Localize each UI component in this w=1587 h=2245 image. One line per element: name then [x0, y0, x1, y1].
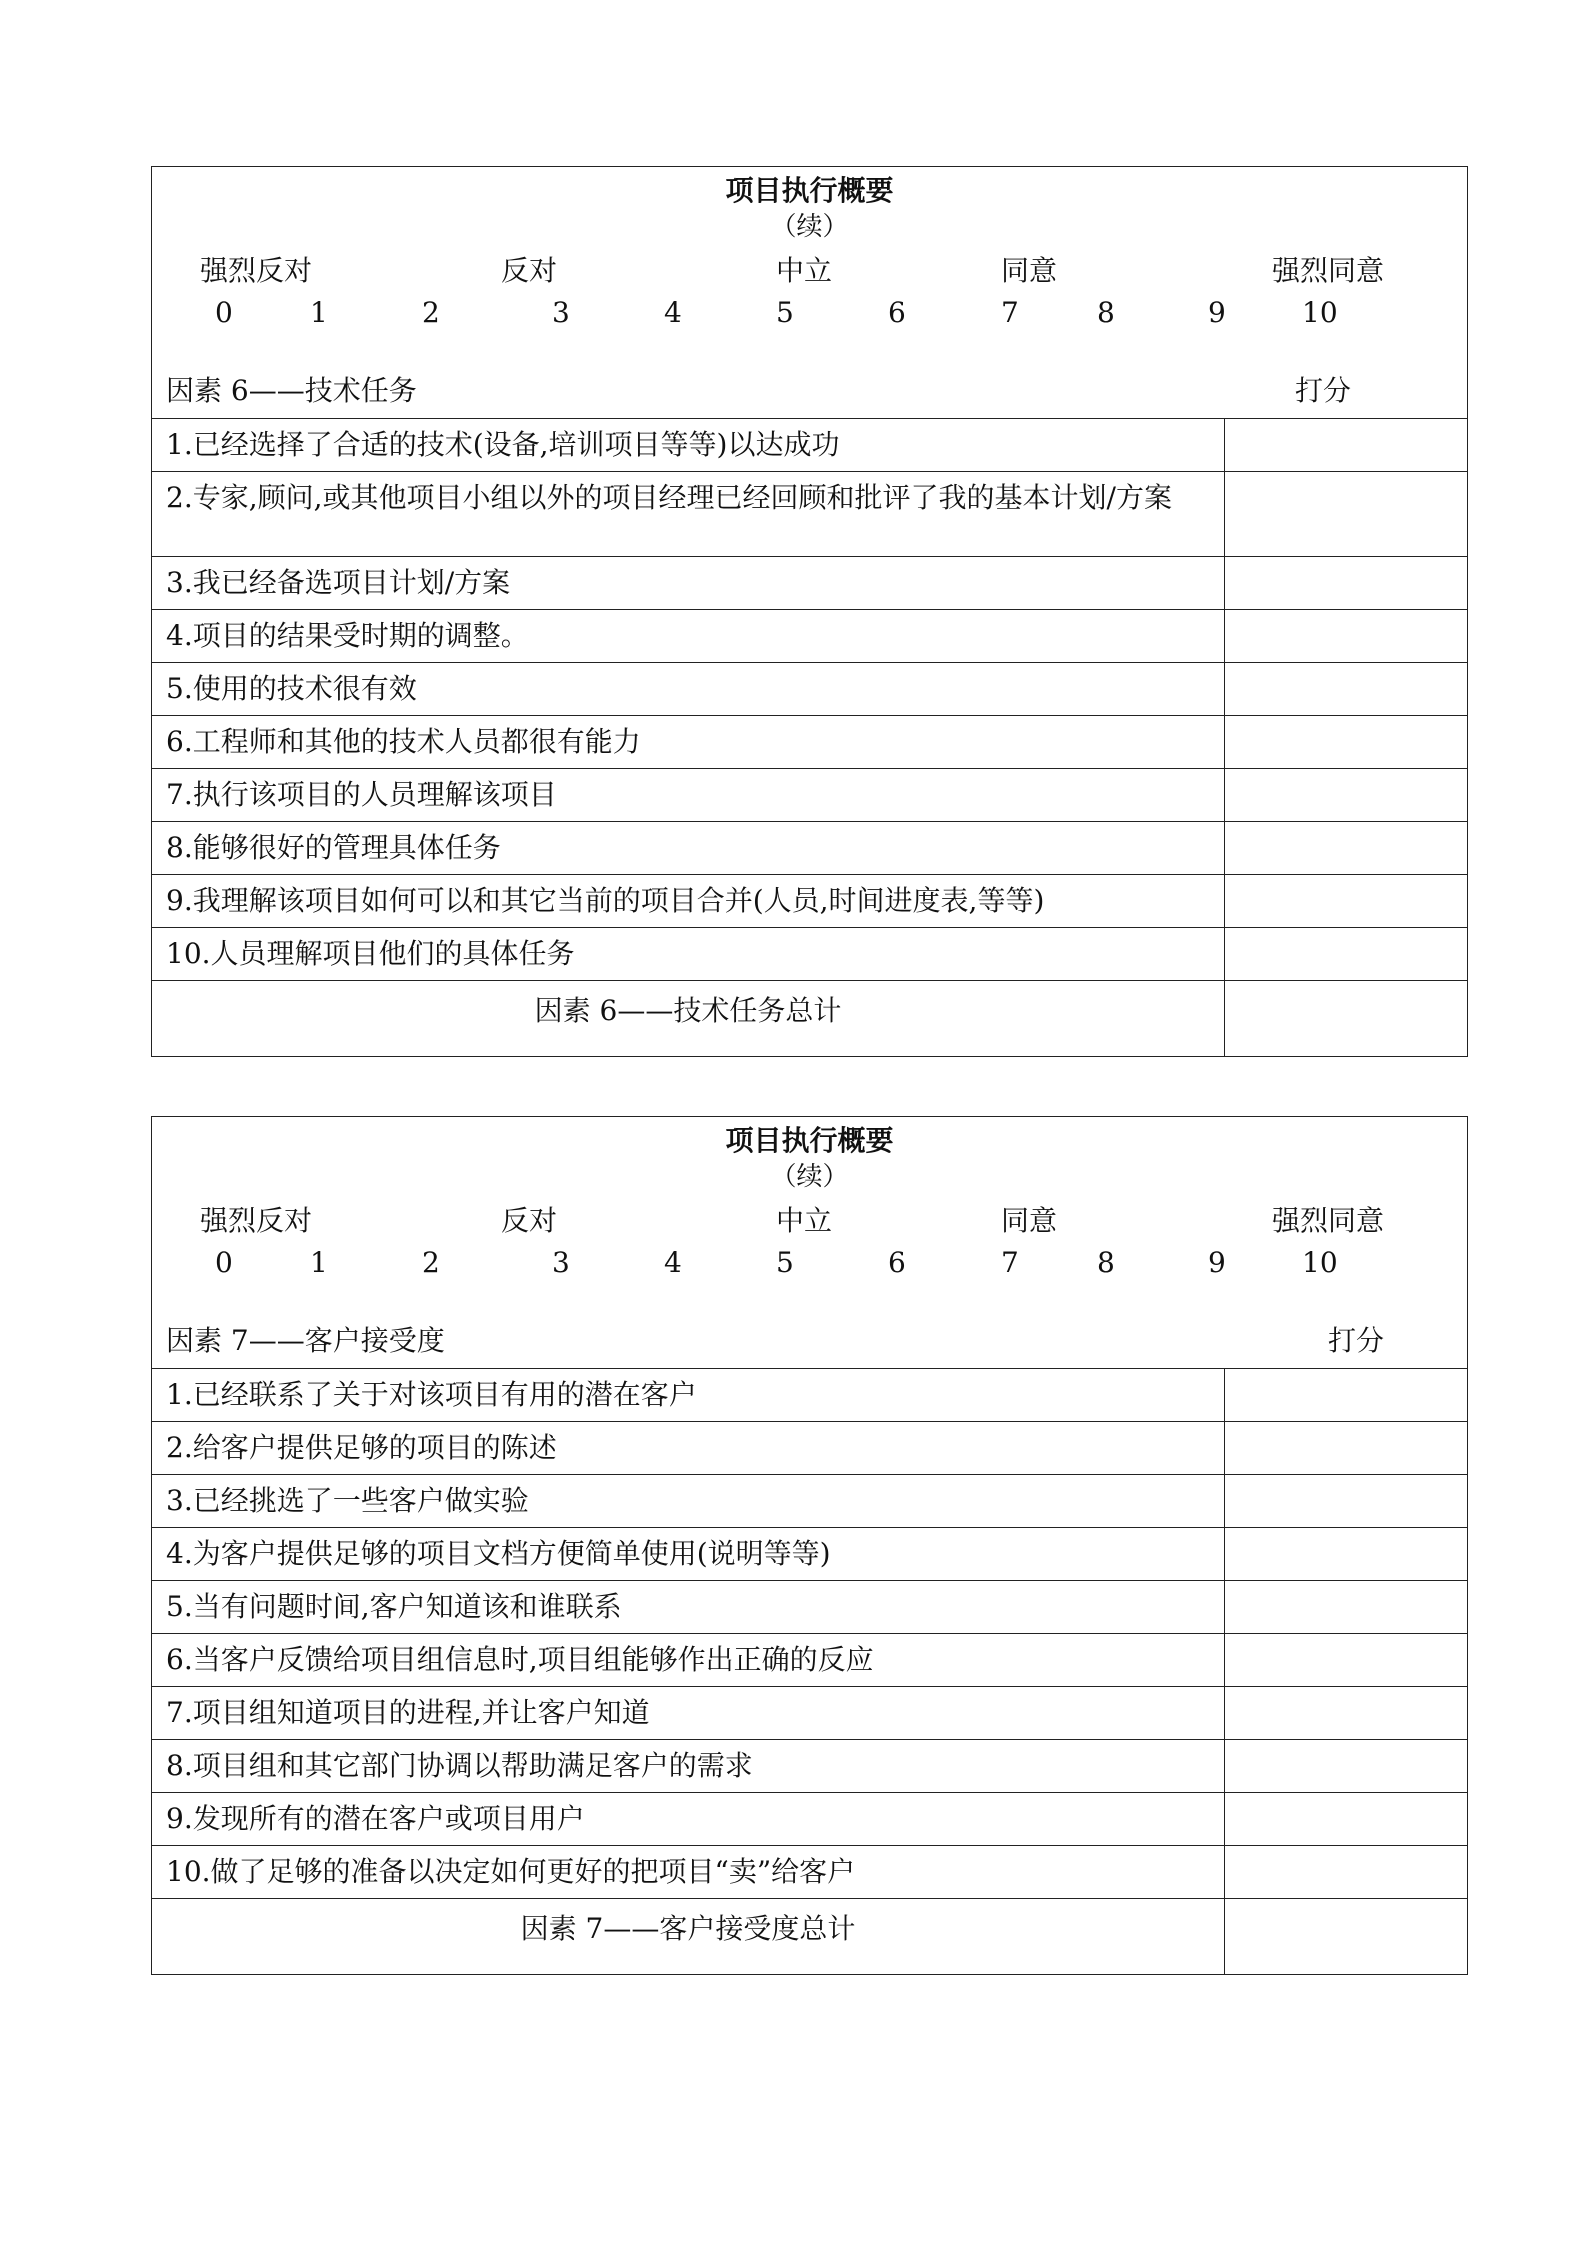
table-row [152, 1846, 1467, 1899]
table-row [152, 1793, 1467, 1846]
score-cell[interactable] [1225, 472, 1467, 556]
score-cell[interactable] [1225, 1475, 1467, 1527]
question-text: 9.我理解该项目如何可以和其它当前的项目合并(人员,时间进度表,等等) [152, 875, 1225, 927]
continued-label: （续） [770, 212, 849, 242]
question-text: 1.已经选择了合适的技术(设备,培训项目等等)以达成功 [152, 419, 1225, 471]
scale-label-strongly-disagree: 强烈反对 [200, 1204, 313, 1237]
table-row [152, 1634, 1467, 1687]
scale-number: 6 [888, 296, 906, 329]
score-cell[interactable] [1225, 419, 1467, 471]
score-cell[interactable] [1225, 928, 1467, 980]
scale-number: 2 [422, 296, 440, 329]
score-cell[interactable] [1225, 822, 1467, 874]
question-text: 5.当有问题时间,客户知道该和谁联系 [152, 1581, 1225, 1633]
scale-number: 10 [1302, 296, 1338, 329]
question-text: 1.已经联系了关于对该项目有用的潜在客户 [152, 1369, 1225, 1421]
question-text: 6.当客户反馈给项目组信息时,项目组能够作出正确的反应 [152, 1634, 1225, 1686]
table-row [152, 822, 1467, 875]
question-text: 7.执行该项目的人员理解该项目 [152, 769, 1225, 821]
scale-label-strongly-agree: 强烈同意 [1272, 254, 1385, 287]
scale-number: 7 [1001, 296, 1019, 329]
score-column-header: 打分 [1328, 1324, 1385, 1357]
form-header [152, 167, 1467, 419]
question-text: 3.已经挑选了一些客户做实验 [152, 1475, 1225, 1527]
scale-label-neutral: 中立 [776, 254, 833, 287]
scale-number: 5 [776, 1246, 794, 1279]
score-cell[interactable] [1225, 610, 1467, 662]
score-cell[interactable] [1225, 1581, 1467, 1633]
score-cell[interactable] [1225, 557, 1467, 609]
scale-number: 6 [888, 1246, 906, 1279]
table-row [152, 1581, 1467, 1634]
scale-label-neutral: 中立 [776, 1204, 833, 1237]
score-cell[interactable] [1225, 1528, 1467, 1580]
score-cell[interactable] [1225, 663, 1467, 715]
question-text: 7.项目组知道项目的进程,并让客户知道 [152, 1687, 1225, 1739]
table-row [152, 557, 1467, 610]
question-text: 8.能够很好的管理具体任务 [152, 822, 1225, 874]
scale-number: 10 [1302, 1246, 1338, 1279]
score-cell[interactable] [1225, 769, 1467, 821]
table-row [152, 1422, 1467, 1475]
total-label: 因素 6——技术任务总计 [152, 981, 1225, 1056]
table-row [152, 716, 1467, 769]
question-text: 6.工程师和其他的技术人员都很有能力 [152, 716, 1225, 768]
survey-form-factor-7 [151, 1116, 1468, 1975]
total-row [152, 1899, 1467, 1974]
scale-number: 9 [1208, 1246, 1226, 1279]
question-text: 10.人员理解项目他们的具体任务 [152, 928, 1225, 980]
factor-label: 因素 6——技术任务 [166, 374, 417, 407]
total-label: 因素 7——客户接受度总计 [152, 1899, 1225, 1974]
scale-number: 0 [215, 1246, 233, 1279]
table-row [152, 610, 1467, 663]
scale-label-disagree: 反对 [501, 254, 558, 287]
scale-number: 3 [552, 1246, 570, 1279]
scale-number: 9 [1208, 296, 1226, 329]
scale-number: 3 [552, 296, 570, 329]
scale-number: 4 [664, 1246, 682, 1279]
question-text: 4.项目的结果受时期的调整。 [152, 610, 1225, 662]
question-text: 2.专家,顾问,或其他项目小组以外的项目经理已经回顾和批评了我的基本计划/方案 [152, 472, 1225, 556]
table-row [152, 1528, 1467, 1581]
question-text: 4.为客户提供足够的项目文档方便简单使用(说明等等) [152, 1528, 1225, 1580]
table-row [152, 875, 1467, 928]
scale-number: 5 [776, 296, 794, 329]
table-row [152, 769, 1467, 822]
question-text: 2.给客户提供足够的项目的陈述 [152, 1422, 1225, 1474]
table-row [152, 1740, 1467, 1793]
scale-label-strongly-disagree: 强烈反对 [200, 254, 313, 287]
scale-label-strongly-agree: 强烈同意 [1272, 1204, 1385, 1237]
table-row [152, 1687, 1467, 1740]
question-text: 3.我已经备选项目计划/方案 [152, 557, 1225, 609]
score-cell[interactable] [1225, 1634, 1467, 1686]
question-text: 8.项目组和其它部门协调以帮助满足客户的需求 [152, 1740, 1225, 1792]
scale-label-agree: 同意 [1001, 254, 1058, 287]
form-title: 项目执行概要 [725, 174, 894, 207]
table-row [152, 472, 1467, 557]
total-score-cell[interactable] [1225, 1899, 1467, 1974]
score-cell[interactable] [1225, 1793, 1467, 1845]
total-row [152, 981, 1467, 1056]
score-cell[interactable] [1225, 1846, 1467, 1898]
scale-number: 8 [1097, 296, 1115, 329]
question-text: 10.做了足够的准备以决定如何更好的把项目“卖”给客户 [152, 1846, 1225, 1898]
total-score-cell[interactable] [1225, 981, 1467, 1056]
form-header [152, 1117, 1467, 1369]
score-cell[interactable] [1225, 1422, 1467, 1474]
scale-number: 4 [664, 296, 682, 329]
score-column-header: 打分 [1295, 374, 1352, 407]
score-cell[interactable] [1225, 1369, 1467, 1421]
scale-label-disagree: 反对 [501, 1204, 558, 1237]
survey-form-factor-6 [151, 166, 1468, 1057]
score-cell[interactable] [1225, 1740, 1467, 1792]
score-cell[interactable] [1225, 1687, 1467, 1739]
factor-label: 因素 7——客户接受度 [166, 1324, 445, 1357]
score-cell[interactable] [1225, 716, 1467, 768]
scale-number: 1 [310, 296, 328, 329]
scale-number: 7 [1001, 1246, 1019, 1279]
table-row [152, 928, 1467, 981]
scale-number: 1 [310, 1246, 328, 1279]
question-text: 5.使用的技术很有效 [152, 663, 1225, 715]
scale-number: 2 [422, 1246, 440, 1279]
table-row [152, 419, 1467, 472]
table-row [152, 663, 1467, 716]
scale-label-agree: 同意 [1001, 1204, 1058, 1237]
question-text: 9.发现所有的潜在客户或项目用户 [152, 1793, 1225, 1845]
table-row [152, 1369, 1467, 1422]
scale-number: 8 [1097, 1246, 1115, 1279]
form-title: 项目执行概要 [725, 1124, 894, 1157]
continued-label: （续） [770, 1162, 849, 1192]
table-row [152, 1475, 1467, 1528]
scale-number: 0 [215, 296, 233, 329]
score-cell[interactable] [1225, 875, 1467, 927]
